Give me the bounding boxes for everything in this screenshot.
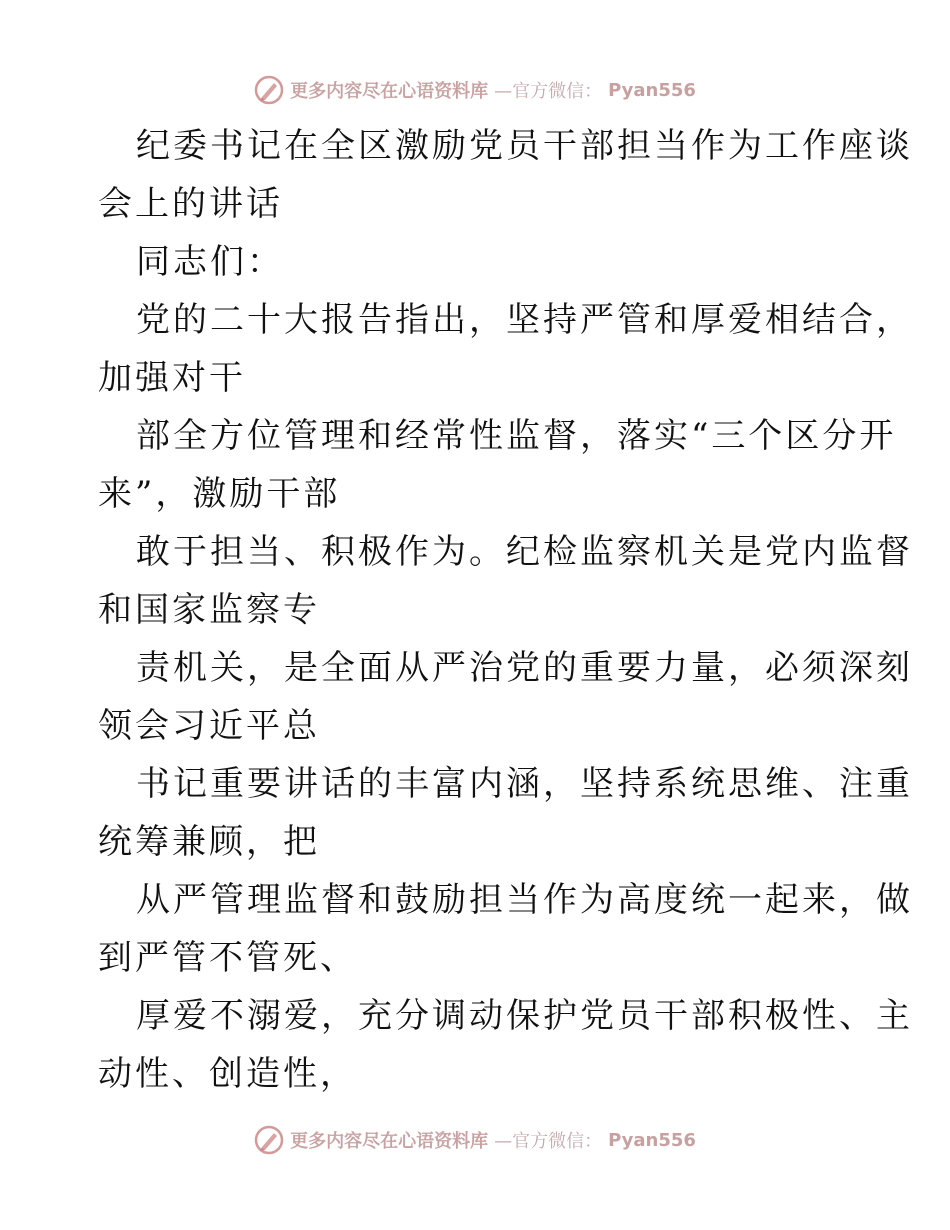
footer-watermark: [0, 1120, 950, 1160]
watermark-wechat-id: Pyan556: [608, 1129, 696, 1151]
paragraph-line: 厚爱不溺爱，充分调动保护党员干部积极性、主: [136, 996, 913, 1036]
document-body: [98, 117, 913, 1103]
paragraph-line: 领会习近平总: [98, 706, 320, 746]
paragraph-line: 和国家监察专: [98, 590, 320, 630]
paragraph-line: 责机关，是全面从严治党的重要力量，必须深刻: [136, 648, 913, 688]
watermark-label-text: —官方微信：: [494, 81, 603, 102]
header-watermark: [0, 70, 950, 110]
paragraph-line: 从严管理监督和鼓励担当作为高度统一起来，做: [136, 880, 913, 920]
paragraph-line: 敢于担当、积极作为。纪检监察机关是党内监督: [136, 532, 913, 572]
paragraph-line: 部全方位管理和经常性监督，落实“三个区分开: [136, 416, 897, 456]
pen-logo-icon: [254, 1125, 284, 1155]
watermark-label-text: —官方微信：: [494, 1131, 603, 1152]
salutation: 同志们：: [136, 242, 284, 282]
document-title-line-2: 会上的讲话: [98, 184, 283, 224]
watermark-main-text: 更多内容尽在心语资料库: [290, 81, 489, 102]
paragraph-line: 动性、创造性，: [98, 1054, 357, 1094]
watermark-main-text: 更多内容尽在心语资料库: [290, 1131, 489, 1152]
document-title-line-1: 纪委书记在全区激励党员干部担当作为工作座谈: [136, 126, 913, 166]
watermark-wechat-id: Pyan556: [608, 79, 696, 101]
paragraph-line: 统筹兼顾，把: [98, 822, 320, 862]
paragraph-line: 书记重要讲话的丰富内涵，坚持系统思维、注重: [136, 764, 913, 804]
paragraph-line: 党的二十大报告指出，坚持严管和厚爱相结合，: [136, 300, 913, 340]
paragraph-line: 加强对干: [98, 358, 246, 398]
paragraph-line: 来”，激励干部: [98, 474, 341, 514]
paragraph-line: 到严管不管死、: [98, 938, 357, 978]
pen-logo-icon: [254, 75, 284, 105]
